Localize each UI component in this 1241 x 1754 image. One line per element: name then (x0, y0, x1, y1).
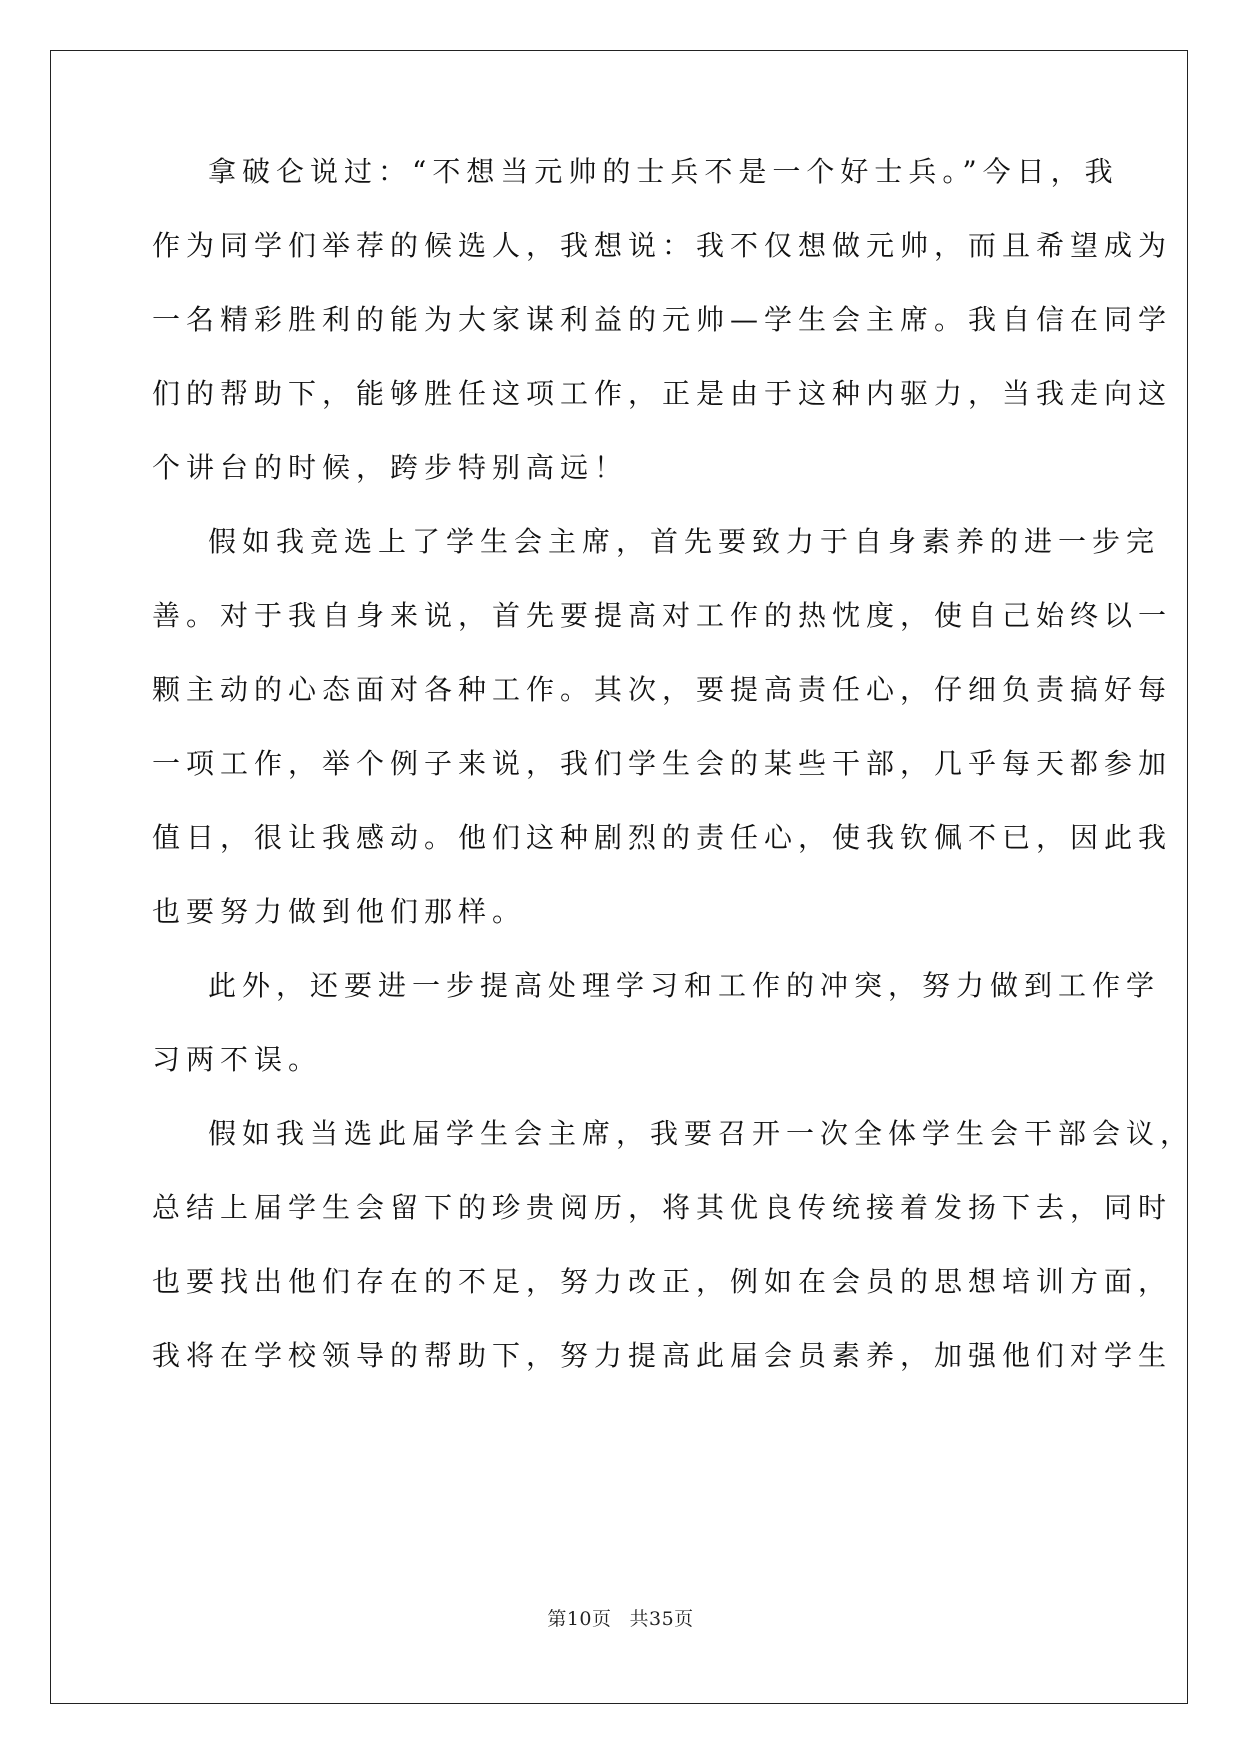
text-line: 颗主动的心态面对各种工作。其次，要提高责任心，仔细负责搞好每 (152, 673, 1173, 706)
text-line: 个讲台的时候，跨步特别高远！ (152, 451, 629, 484)
text-line: 拿破仑说过：“不想当元帅的士兵不是一个好士兵。”今日，我 (208, 155, 1119, 188)
text-line: 一项工作，举个例子来说，我们学生会的某些干部，几乎每天都参加 (152, 747, 1173, 780)
text-line: 总结上届学生会留下的珍贵阅历，将其优良传统接着发扬下去，同时 (152, 1191, 1173, 1224)
page-footer (0, 1606, 1241, 1632)
text-line: 作为同学们举荐的候选人，我想说：我不仅想做元帅，而且希望成为 (152, 229, 1173, 262)
text-line: 也要努力做到他们那样。 (152, 895, 527, 928)
text-line: 习两不误。 (152, 1043, 323, 1076)
text-line: 也要找出他们存在的不足，努力改正，例如在会员的思想培训方面， (152, 1265, 1173, 1298)
text-line: 善。对于我自身来说，首先要提高对工作的热忱度，使自己始终以一 (152, 599, 1173, 632)
text-line: 们的帮助下，能够胜任这项工作，正是由于这种内驱力，当我走向这 (152, 377, 1173, 410)
text-line: 我将在学校领导的帮助下，努力提高此届会员素养，加强他们对学生 (152, 1339, 1173, 1372)
text-line: 假如我当选此届学生会主席，我要召开一次全体学生会干部会议， (208, 1117, 1195, 1150)
text-line: 此外，还要进一步提高处理学习和工作的冲突，努力做到工作学 (208, 969, 1161, 1002)
page-total: 共35页 (629, 1608, 694, 1630)
page-number: 第10页 (547, 1608, 612, 1630)
text-line: 值日，很让我感动。他们这种剧烈的责任心，使我钦佩不已，因此我 (152, 821, 1173, 854)
text-line: 假如我竞选上了学生会主席，首先要致力于自身素养的进一步完 (208, 525, 1161, 558)
text-line: 一名精彩胜利的能为大家谋利益的元帅—学生会主席。我自信在同学 (152, 303, 1173, 336)
